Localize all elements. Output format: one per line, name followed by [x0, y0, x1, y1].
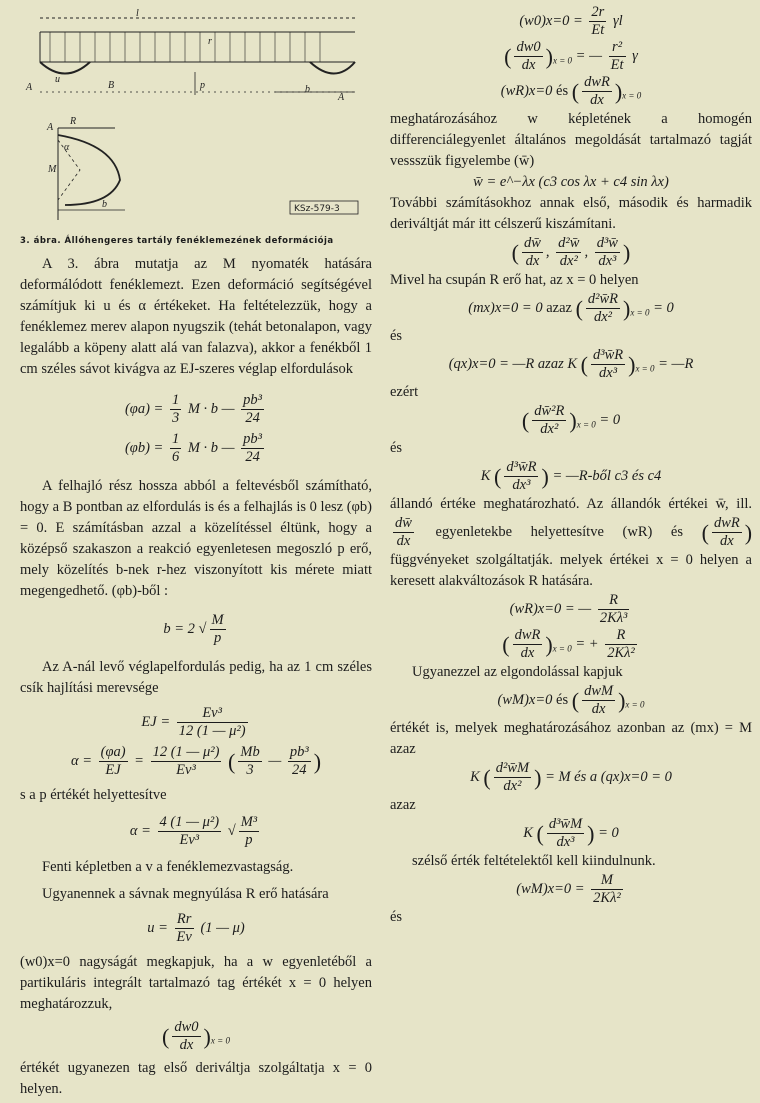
paragraph-r6: értékét is, melyek meghatározásához azonban az (mx) = M azaz [390, 720, 752, 757]
paragraph-r7: szélső érték feltételektől kell kiindulnunk. [412, 853, 656, 869]
text-es-2: és [390, 440, 403, 456]
equation-mx: (mx)x=0 = 0 azaz ( $\frac{\text{d²w̄R}}{\text{dx²}}$ )$_{x = 0} = 0$ [468, 291, 674, 325]
equation-w-bar: w̄ = e^−λx (c3 cos λx + c4 sin λx) [473, 174, 669, 190]
label-A-right: A [338, 92, 345, 103]
equation-qx: (qx)x=0 = —R azaz K ( $\frac{\text{d³w̄R}}{\text{dx³}}$ )$_{x = 0}$ = —R [448, 347, 694, 381]
equation-b: b = 2 √ $\frac{M}{p}$ [163, 612, 224, 646]
paragraph-r3: Mivel ha csupán R erő hat, az x = 0 helyen [390, 272, 639, 288]
equation-phi-a: (φa) = $\frac{1}{3}$ M · b — $\frac{\text{pb³}}{24}$ [124, 392, 263, 426]
label-b: b [305, 84, 310, 95]
label-A-left: A [26, 82, 33, 93]
paragraph-3: Az A-nál levő véglapelfordulás pedig, ha az 1 cm széles csík hajlítási merevsége [20, 659, 372, 696]
label-A-lower: A [47, 122, 54, 133]
figure-caption: 3. ábra. Állóhengeres tartály fenéklemezének deformációja [20, 236, 334, 246]
text-ezert: ezért [390, 384, 419, 400]
equation-wR-result: (wR)x=0 = — $\frac{R}{\text{2Kλ³}}$ [509, 592, 628, 626]
paragraph-r1: meghatározásához w képletének a homogén differenciálegyenlet általános megoldását tartalmazó tagját vessszük figyelembe (w̄) [390, 111, 752, 169]
equation-dw0: ( $\frac{dw0}{dx}$ )$_{x = 0}$ [162, 1019, 230, 1053]
equation-K-d3wM: K ( $\frac{\text{d³w̄M}}{\text{dx³}}$ ) = 0 [523, 816, 619, 850]
equation-wM: (wM)x=0 és ( $\frac{\text{dwM}}{dx}$ )$_{x = 0}$ [497, 683, 645, 717]
equation-alpha-2: α = $\frac{\text{4 (1 — μ²)}}{\text{Ev³}}$ √ $\frac{\text{M³}}{p}$ [129, 814, 258, 848]
label-M: M [48, 164, 57, 175]
paragraph-r4: állandó értéke meghatározható. Az állandók értékei w̄, ill. $\frac{dw̄}{dx}$ egyenletekbe helyettesítve (wR) és ( $\frac{\text{dwR}}{dx}$ ) függvényeket szolgáltatják. melyek értékei x = 0 helyen a keresett alakváltozások R hatására. [390, 496, 753, 589]
equation-wR: (wR)x=0 és ( $\frac{\text{dwR}}{dx}$ )$_{x = 0}$ [500, 74, 642, 108]
equation-w0: (w0)x=0 = $\frac{2r}{Et}$ γl [519, 4, 623, 38]
label-u: u [55, 74, 60, 85]
label-b-lower: b [102, 199, 107, 210]
figure-stamp: KSz-579-3 [294, 204, 340, 214]
label-r: r [208, 36, 212, 47]
paragraph-6: Ugyanennek a sávnak megnyúlása R erő hatására [42, 886, 329, 902]
equation-u: u = $\frac{Rr}{Ev}$ (1 — μ) [147, 911, 245, 945]
paragraph-r2: További számításokhoz annak első, második és harmadik deriváltját már itt célszerű kiszámítani. [390, 195, 752, 232]
paragraph-1: A 3. ábra mutatja az M nyomaték hatására deformálódott fenéklemezt. Ezen deformáció segítségével számítjuk ki u és α értékeket. Ha feltételezzük, hogy a fenéklemez merev alapon nyugszik (tehát betonalapon, vagy legalább a köpeny alatt alá van falazva), akkor a fenékből 1 cm széles sávot kivágva az EJ-szeres véglap elfordulások [20, 256, 372, 377]
equation-K-d3w: K ( $\frac{\text{d³w̄R}}{\text{dx³}}$ ) = —R-ből c3 és c4 [480, 459, 662, 493]
equation-dw0-dx: ( $\frac{dw0}{dx}$ )$_{x = 0}$ = — $\frac{\text{r²}}{Et}$ γ [504, 39, 638, 73]
deformation-figure [20, 0, 372, 228]
equation-dwR-result: ( $\frac{\text{dwR}}{dx}$ )$_{x = 0}$ = + $\frac{R}{\text{2Kλ²}}$ [502, 627, 635, 661]
equation-phi-b: (φb) = $\frac{1}{6}$ M · b — $\frac{\text{pb³}}{24}$ [124, 431, 263, 465]
equation-EJ: EJ = $\frac{\text{Ev³}}{\text{12 (1 — μ²)}}$ [141, 705, 246, 739]
paragraph-7: (w0)x=0 nagyságát megkapjuk, ha a w egyenletéből a partikuláris integrált tartalmazó tag értékét x = 0 helyen meghatározzuk, [20, 954, 372, 1012]
label-p: p [200, 80, 205, 91]
paragraph-8: értékét ugyanezen tag első deriváltja szolgáltatja x = 0 helyen. [20, 1060, 372, 1097]
label-B-top: B [108, 80, 115, 91]
label-l: l [136, 8, 139, 19]
label-alpha: α [64, 142, 70, 153]
paragraph-r5: Ugyanezzel az elgondolással kapjuk [412, 664, 623, 680]
text-es-1: és [390, 328, 403, 344]
label-R: R [70, 116, 77, 127]
equation-dw2: ( $\frac{\text{dw̄²R}}{\text{dx²}}$ )$_{x = 0} = 0$ [521, 403, 621, 437]
paragraph-5: Fenti képletben a v a fenéklemezvastagság. [42, 859, 294, 875]
text-azaz: azaz [390, 797, 416, 813]
equation-wM-result: (wM)x=0 = $\frac{M}{\text{2Kλ²}}$ [516, 872, 621, 906]
text-es-3: és [390, 909, 403, 925]
paragraph-2: A felhajló rész hossza abból a feltevésből számítható, hogy a B pontban az elfordulás is és a felhajlás is 0 lesz (φb) = 0. E számításban azzal a közelítéssel éltünk, hogy a középső szakaszon a reakció egyenletesen megoszló p erő, mely közelítés b-nek r-hez viszonyított kis mérete miatt megengedhető. (φb)-ből : [20, 478, 372, 599]
equation-derivatives: ( $\frac{dw̄}{dx}$ , $\frac{\text{d²w̄}}{\text{dx²}}$ , $\frac{\text{d³w̄}}{\text{dx³}}$ ) [511, 235, 631, 269]
equation-alpha: α = $\frac{(\varphi a)}{EJ}$ = $\frac{\text{12 (1 — μ²)}}{\text{Ev³}}$ ( $\frac{Mb}{3}$ — $\frac{\text{pb³}}{24}$ ) [70, 744, 322, 778]
equation-K-M: K ( $\frac{\text{d²w̄M}}{\text{dx²}}$ ) = M és a (qx)x=0 = 0 [470, 760, 672, 794]
paragraph-4: s a p értékét helyettesítve [20, 787, 167, 803]
